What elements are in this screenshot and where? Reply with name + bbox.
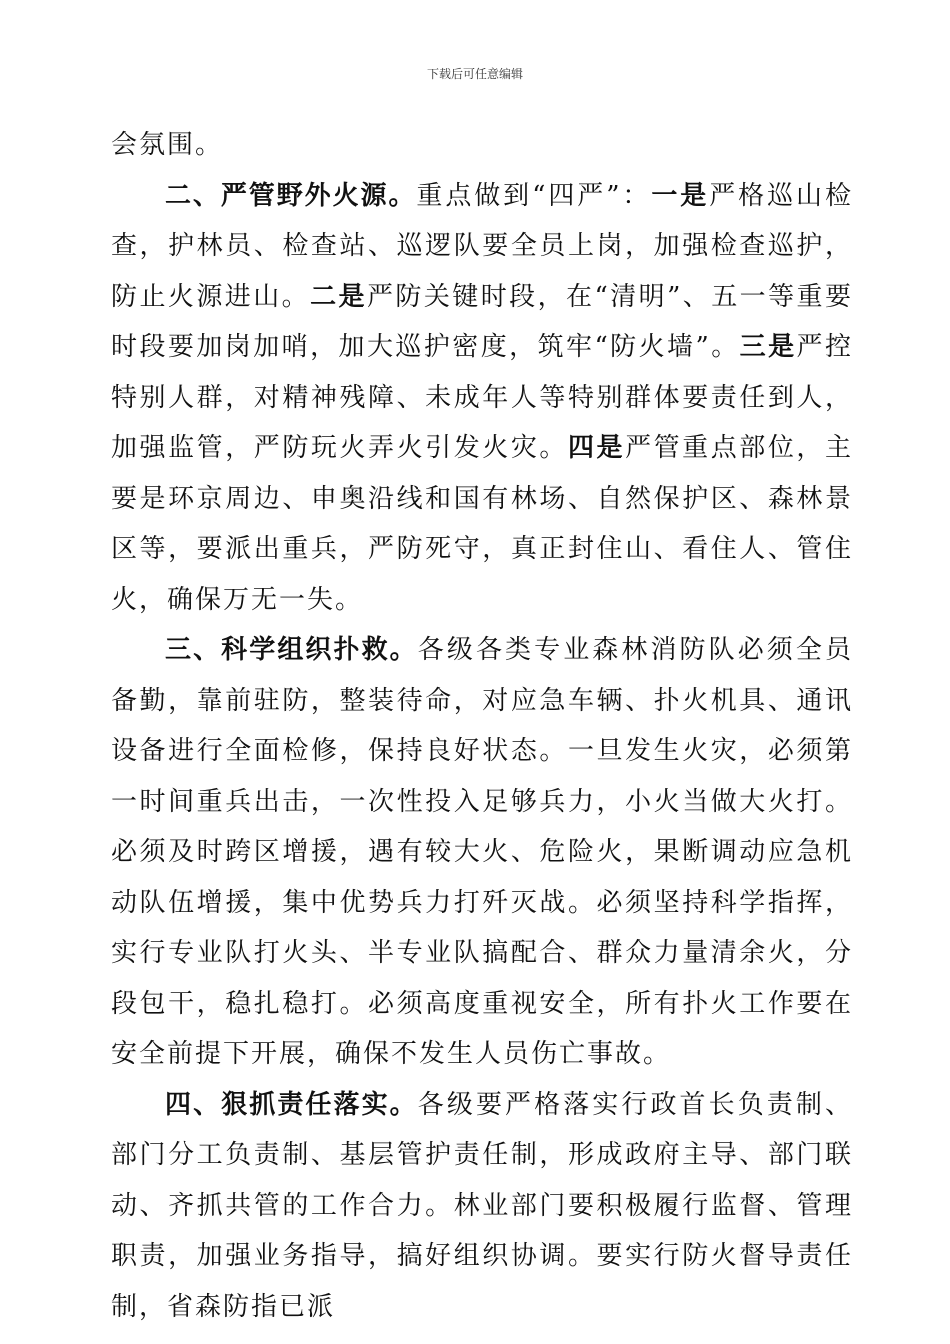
paragraph-text: 严防关键时段，在“清明”、五一等重要时段要加岗加哨，加大巡护密度，筑牢“防火墙”。 bbox=[111, 281, 853, 362]
paragraph-continuation bbox=[111, 120, 853, 171]
paragraph-text: 重点做到“四严”： bbox=[416, 180, 652, 211]
section-heading: 四、狠抓责任落实。 bbox=[165, 1089, 418, 1120]
paragraph-text: 会氛围。 bbox=[111, 130, 224, 160]
keyword-third: 三是 bbox=[739, 332, 797, 362]
paragraph-responsibility bbox=[111, 1080, 853, 1333]
paragraph-text: 严格巡山检查，护林员、检查站、巡逻队要全员上岗，加强检查巡护，防止火源进山。 bbox=[111, 180, 853, 312]
keyword-second: 二是 bbox=[310, 281, 367, 312]
section-heading: 二、严管野外火源。 bbox=[165, 180, 417, 211]
paragraph-text: 严管重点部位，主要是环京周边、申奥沿线和国有林场、自然保护区、森林景区等，要派出重兵，严防死守，真正封住山、看住人、管住火，确保万无一失。 bbox=[111, 433, 853, 615]
paragraph-text: 严控特别人群，对精神残障、未成年人等特别群体要责任到人，加强监管，严防玩火弄火引发火灾。 bbox=[111, 332, 853, 463]
paragraph-fire-source-control bbox=[111, 171, 853, 626]
section-heading: 三、科学组织扑救。 bbox=[165, 635, 418, 665]
keyword-fourth: 四是 bbox=[567, 433, 626, 463]
document-body bbox=[111, 120, 853, 1332]
page-header-note: 下载后可任意编辑 bbox=[426, 67, 523, 81]
paragraph-text: 各级各类专业森林消防队必须全员备勤，靠前驻防，整装待命，对应急车辆、扑火机具、通讯设备进行全面检修，保持良好状态。一旦发生火灾，必须第一时间重兵出击，一次性投入足够兵力，小火当做大火打。必须及时跨区增援，遇有较大火、危险火，果断调动应急机动队伍增援，集中优势兵力打歼灭战。必须坚持科学指挥，实行专业队打火头、半专业队搞配合、群众力量清余火，分段包干，稳扎稳打。必须高度重视安全，所有扑火工作要在安全前提下开展，确保不发生人员伤亡事故。 bbox=[111, 635, 853, 1069]
paragraph-fire-suppression bbox=[111, 625, 853, 1080]
paragraph-text: 各级要严格落实行政首长负责制、部门分工负责制、基层管护责任制，形成政府主导、部门联动、齐抓共管的工作合力。林业部门要积极履行监督、管理职责，加强业务指导，搞好组织协调。要实行防火督导责任制，省森防指已派 bbox=[111, 1089, 853, 1322]
keyword-first: 一是 bbox=[651, 180, 710, 211]
